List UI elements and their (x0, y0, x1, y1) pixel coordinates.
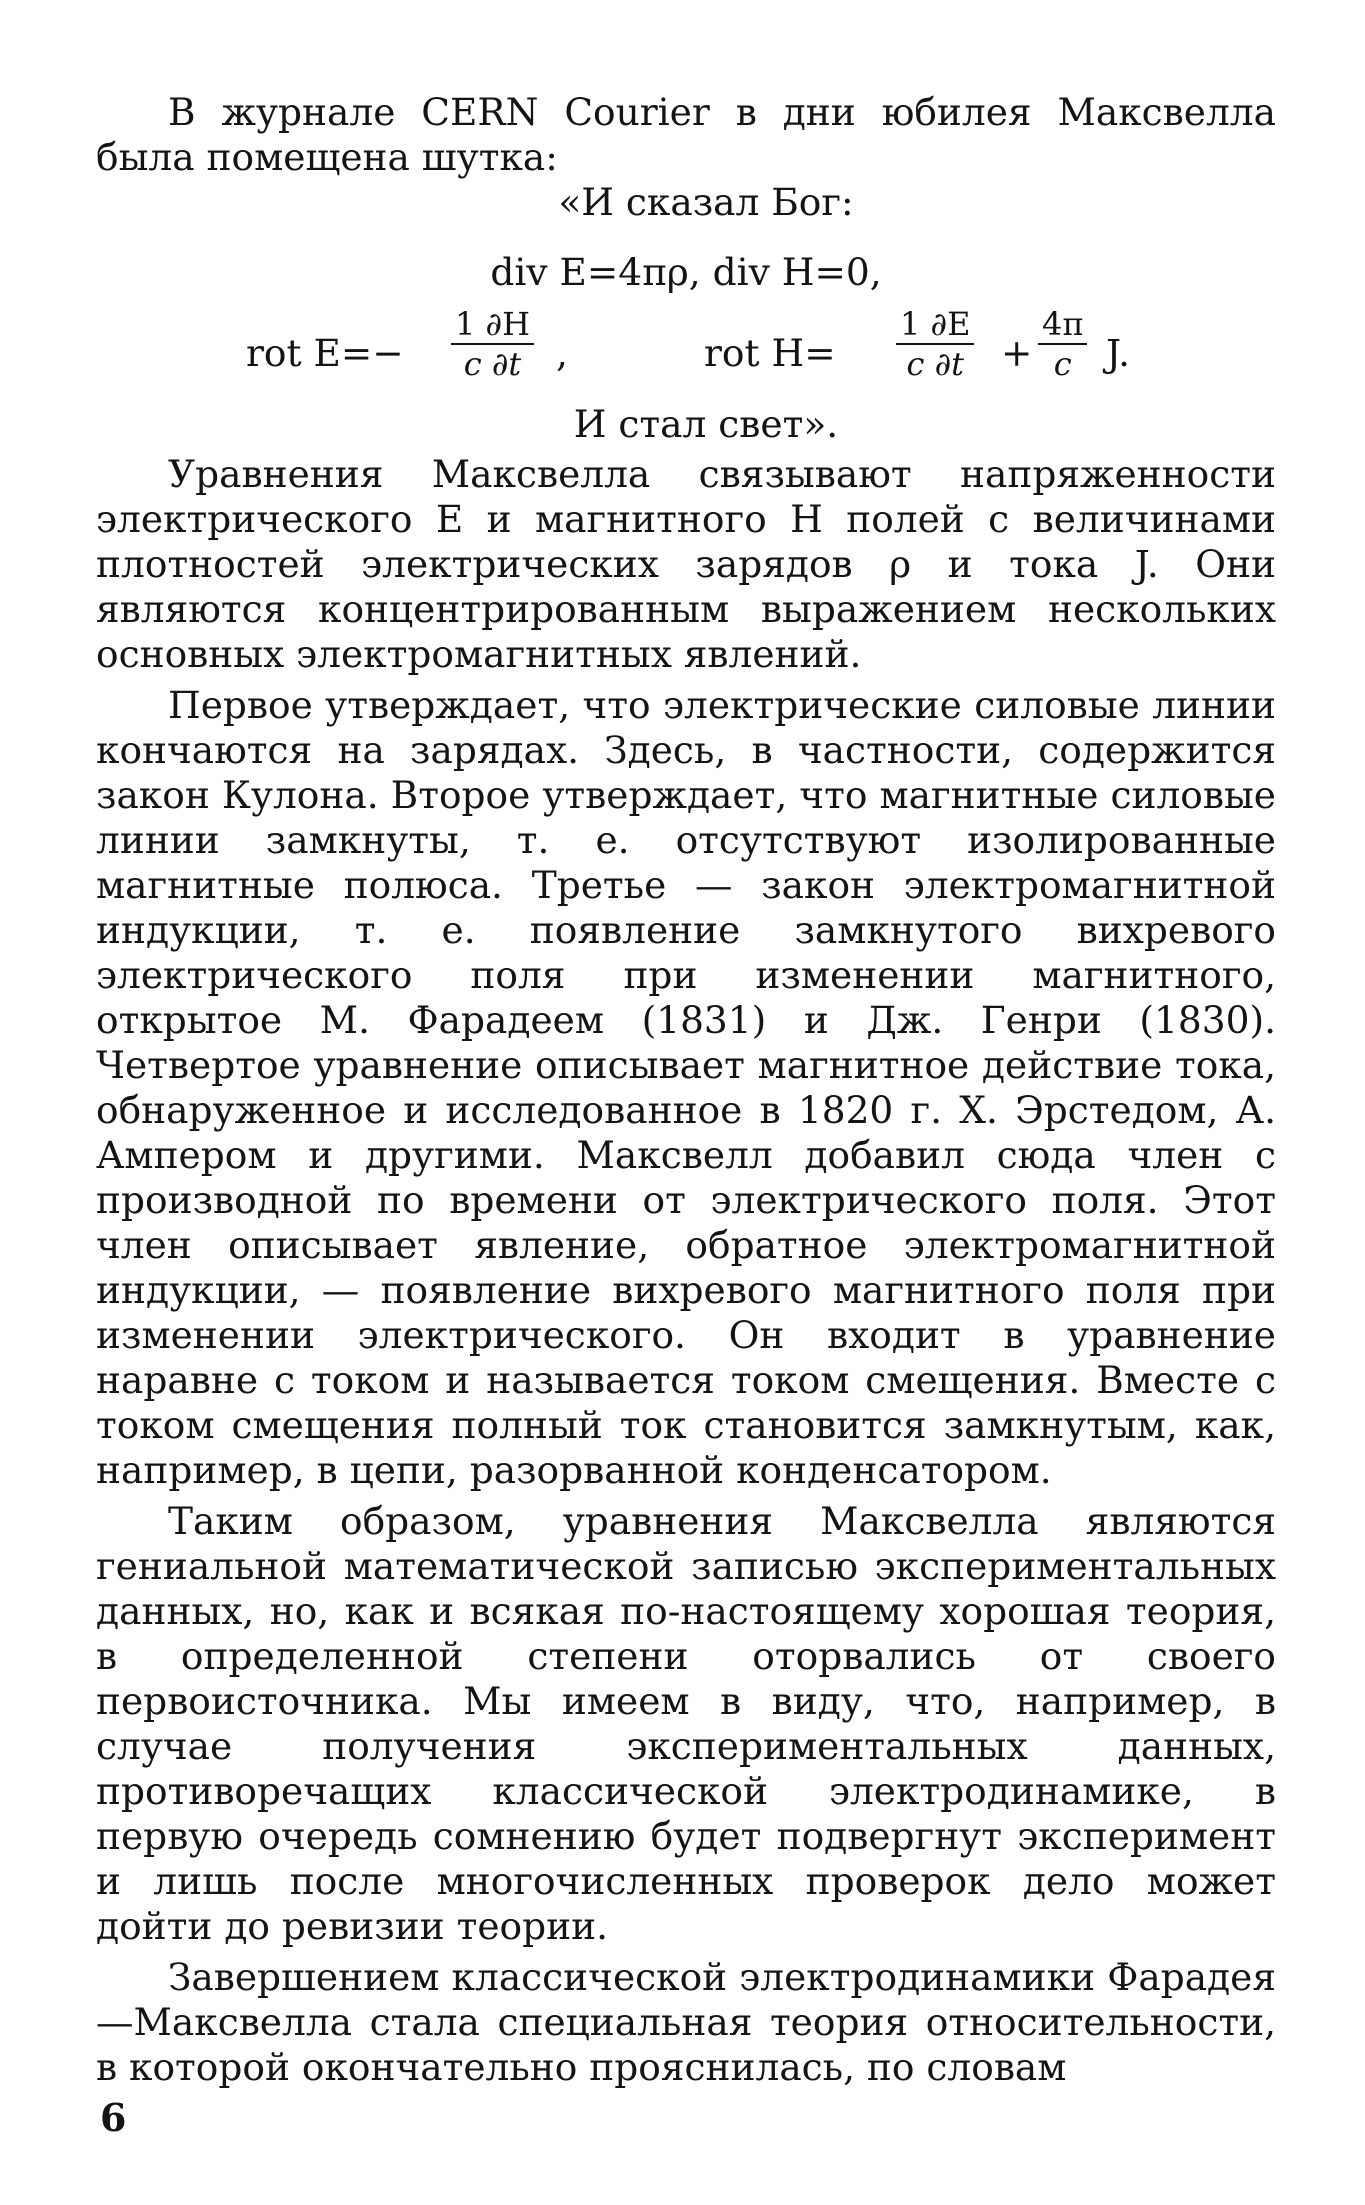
paragraph-1: Уравнения Максвелла связывают напряженности электрического E и магнитного H полей с величинами плотностей электрических зарядов ρ и тока J. Они являются концентрированным выражением нескольких основных электромагнитных явлений. (96, 452, 1276, 676)
paragraph-2: Первое утверждает, что электрические силовые линии кончаются на зарядах. Здесь, в частности, содержится закон Кулона. Второе утверждает, что магнитные силовые линии замкнуты, т. е. отсутствуют изолированные магнитные полюса. Третье — закон электромагнитной индукции, т. е. появление замкнутого вихревого электрического поля при изменении магнитного, открытое М. Фарадеем (1831) и Дж. Генри (1830). Четвертое уравнение описывает магнитное действие тока, обнаруженное и исследованное в 1820 г. Х. Эрстедом, А. Ампером и другими. Максвелл добавил сюда член с производной по времени от электрического поля. Этот член описывает явление, обратное электромагнитной индукции, — появление вихревого магнитного поля при изменении электрического. Он входит в уравнение наравне с током и называется током смещения. Вместе с током смещения полный ток становится замкнутым, как, например, в цепи, разорванной конденсатором. (96, 683, 1276, 1492)
equation-curl (96, 295, 1276, 415)
equation-comma: , (556, 331, 568, 375)
rot-h-denominator: c ∂t (906, 345, 964, 383)
intro-text: В журнале CERN Courier в дни юбилея Максвелла была помещена шутка: (96, 90, 1276, 179)
main-text (96, 452, 1276, 2090)
rot-h-fraction-2 (1038, 305, 1087, 383)
rot-h-fraction (896, 305, 974, 383)
rot-h-right: J. (1106, 331, 1131, 375)
rot-e-left: rot E=− (246, 331, 404, 375)
rot-e-numerator: 1 ∂H (451, 305, 534, 345)
rot-h-left: rot H= (704, 331, 836, 375)
joke-closing-line: И стал свет». (573, 402, 839, 446)
rot-h-denominator-2: c (1053, 345, 1072, 383)
rot-e-fraction (451, 305, 534, 383)
rot-h-numerator: 1 ∂E (896, 305, 974, 345)
paragraph-4: Завершением классической электродинамики Фарадея—Максвелла стала специальная теория относительности, в которой окончательно прояснилась, по словам (96, 1955, 1276, 2089)
intro-paragraph (96, 90, 1276, 180)
rot-e-denominator: c ∂t (463, 345, 522, 383)
paragraph-3: Таким образом, уравнения Максвелла являются гениальной математической записью экспериментальных данных, но, как и всякая по-настоящему хорошая теория, в определенной степени оторвались от своего первоисточника. Мы имеем в виду, что, например, в случае получения экспериментальных данных, противоречащих классической электродинамике, в первую очередь сомнению будет подвергнут эксперимент и лишь после многочисленных проверок дело может дойти до ревизии теории. (96, 1499, 1276, 1948)
equation-plus: + (1001, 331, 1033, 375)
rot-h-numerator-2: 4π (1038, 305, 1087, 345)
joke-opening-line: «И сказал Бог: (558, 180, 854, 224)
page-number: 6 (100, 2095, 127, 2140)
equation-divergence: div E=4πρ, div H=0, (490, 250, 882, 294)
